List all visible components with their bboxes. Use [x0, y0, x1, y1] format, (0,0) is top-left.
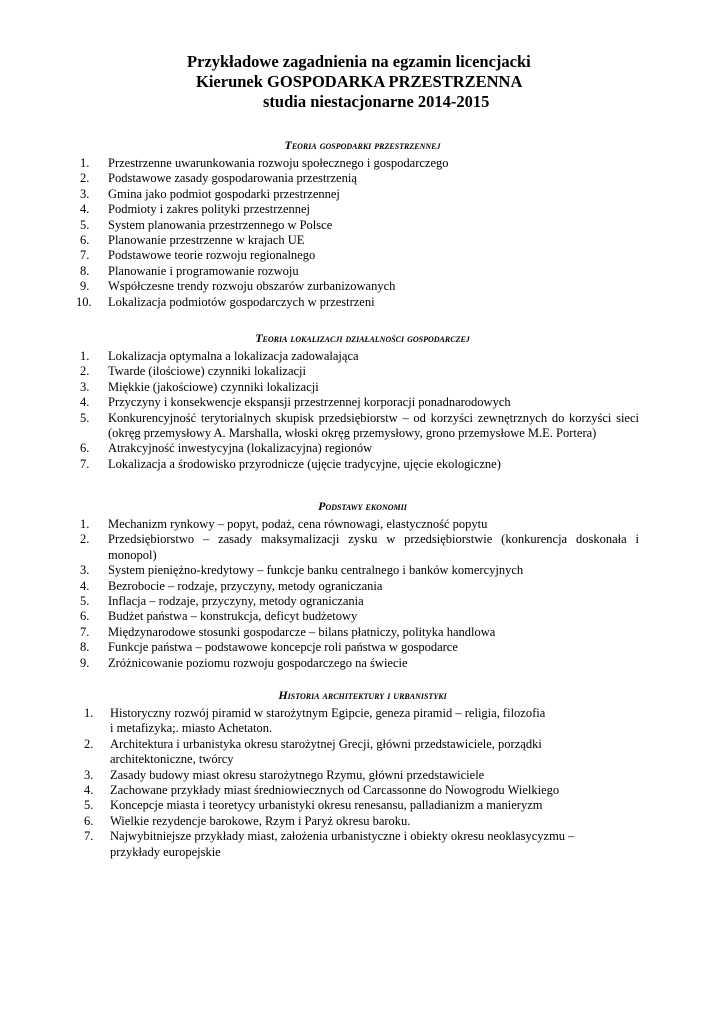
item-number: 6. [80, 441, 90, 456]
item-number: 10. [76, 294, 92, 309]
item-number: 4. [84, 783, 94, 798]
item-text: Przedsiębiorstwo – zasady maksymalizacji zysku w przedsiębiorstwie (konkurencja doskonała i monopol) [108, 532, 639, 562]
item-number: 6. [80, 609, 90, 624]
item-text: Miękkie (jakościowe) czynniki lokalizacji [108, 379, 319, 394]
list-item [0, 218, 725, 233]
title-line-2: Kierunek GOSPODARKA PRZESTRZENNA [196, 72, 523, 91]
item-text: System planowania przestrzennego w Polsce [108, 217, 333, 232]
item-number: 1. [80, 517, 90, 531]
item-number: 2. [80, 364, 90, 379]
item-number: 6. [84, 813, 94, 828]
list-item [0, 264, 725, 279]
section-heading: Teoria lokalizacji działalności gospodarczej [255, 331, 470, 345]
list-item [0, 380, 725, 395]
list-item [0, 798, 725, 813]
item-text-line: Zasady budowy miast okresu starożytnego Rzymu, główni przedstawiciele [110, 767, 485, 782]
item-text: Twarde (ilościowe) czynniki lokalizacji [108, 364, 307, 379]
section-historia-architektury [0, 688, 725, 860]
list-item [0, 706, 725, 737]
item-number: 7. [80, 624, 90, 639]
item-number: 6. [80, 233, 90, 248]
item-text: Atrakcyjność inwestycyjna (lokalizacyjna) regionów [108, 441, 373, 456]
item-number: 9. [80, 279, 90, 294]
item-text: Lokalizacja a środowisko przyrodnicze (ujęcie tradycyjne, ujęcie ekologiczne) [108, 456, 501, 471]
list-item [0, 411, 725, 442]
item-text: System pieniężno-kredytowy – funkcje banku centralnego i banków komercyjnych [108, 563, 524, 578]
list-item [0, 364, 725, 379]
list-item [0, 202, 725, 217]
item-text: Międzynarodowe stosunki gospodarcze – bilans płatniczy, polityka handlowa [108, 624, 496, 639]
section-podstawy-ekonomii [0, 499, 725, 671]
item-text: Planowanie przestrzenne w krajach UE [108, 233, 305, 248]
list-item [0, 609, 725, 624]
item-text: Mechanizm rynkowy – popyt, podaż, cena równowagi, elastyczność popytu [108, 517, 488, 531]
item-number: 3. [80, 379, 90, 394]
item-text: Gmina jako podmiot gospodarki przestrzennej [108, 186, 340, 201]
list-item [0, 295, 725, 310]
item-number: 1. [80, 349, 90, 363]
item-number: 4. [80, 578, 90, 593]
title-line-3: studia niestacjonarne 2014-2015 [263, 92, 490, 111]
title-line-1: Przykładowe zagadnienia na egzamin licencjacki [187, 52, 531, 71]
item-number: 3. [80, 186, 90, 201]
item-text-line: architektoniczne, twórcy [110, 752, 234, 767]
item-text: Lokalizacja optymalna a lokalizacja zadowalająca [108, 349, 359, 363]
item-number: 3. [80, 563, 90, 578]
section-heading: Podstawy ekonomii [318, 499, 407, 513]
list-item [0, 395, 725, 410]
list-item [0, 563, 725, 578]
section-teoria-gospodarki [0, 138, 725, 310]
topic-list [0, 706, 725, 860]
list-item [0, 441, 725, 456]
item-text-line: Wielkie rezydencje barokowe, Rzym i Paryż okresu baroku. [110, 813, 411, 828]
item-text: Funkcje państwa – podstawowe koncepcje roli państwa w gospodarce [108, 640, 458, 655]
list-item [0, 783, 725, 798]
item-text-line: i metafizyka;. miasto Achetaton. [110, 721, 273, 736]
item-text: Budżet państwa – konstrukcja, deficyt budżetowy [108, 609, 358, 624]
item-text: Podmioty i zakres polityki przestrzennej [108, 202, 311, 217]
list-item [0, 579, 725, 594]
item-text: Planowanie i programowanie rozwoju [108, 263, 299, 278]
list-item [0, 248, 725, 263]
item-number: 8. [80, 640, 90, 655]
topic-list [0, 156, 725, 310]
item-number: 2. [80, 171, 90, 186]
document-title [0, 52, 725, 112]
list-item [0, 829, 725, 860]
list-item [0, 517, 725, 532]
item-number: 9. [80, 655, 90, 670]
item-number: 7. [84, 829, 94, 844]
item-number: 4. [80, 202, 90, 217]
topic-list [0, 349, 725, 472]
list-item [0, 594, 725, 609]
item-text: Podstawowe teorie rozwoju regionalnego [108, 248, 316, 263]
item-number: 5. [80, 594, 90, 609]
item-number: 4. [80, 395, 90, 410]
item-number: 1. [84, 706, 94, 720]
list-item [0, 156, 725, 171]
list-item [0, 656, 725, 671]
topic-list [0, 517, 725, 671]
list-item [0, 768, 725, 783]
section-heading: Teoria gospodarki przestrzennej [284, 138, 441, 152]
item-text: Zróżnicowanie poziomu rozwoju gospodarczego na świecie [108, 655, 408, 670]
item-text: Przestrzenne uwarunkowania rozwoju społecznego i gospodarczego [108, 156, 449, 170]
item-number: 1. [80, 156, 90, 170]
list-item [0, 457, 725, 472]
list-item [0, 233, 725, 248]
item-number: 5. [84, 798, 94, 813]
item-number: 8. [80, 263, 90, 278]
item-text: Podstawowe zasady gospodarowania przestrzenią [108, 171, 357, 186]
list-item [0, 532, 725, 563]
section-heading: Historia architektury i urbanistyki [278, 688, 447, 702]
item-number: 3. [84, 767, 94, 782]
list-item [0, 187, 725, 202]
item-text-line: Architektura i urbanistyka okresu starożytnej Grecji, główni przedstawiciele, porządki [110, 736, 542, 751]
list-item [0, 171, 725, 186]
list-item [0, 349, 725, 364]
item-text: Bezrobocie – rodzaje, przyczyny, metody ograniczania [108, 578, 383, 593]
item-text: Inflacja – rodzaje, przyczyny, metody ograniczania [108, 594, 364, 609]
item-text-line: Zachowane przykłady miast średniowiecznych od Carcassonne do Nowogrodu Wielkiego [110, 783, 560, 798]
item-text-line: Najwybitniejsze przykłady miast, założenia urbanistyczne i obiekty okresu neoklasycyzmu – [110, 829, 575, 844]
list-item [0, 640, 725, 655]
item-text-line: przykłady europejskie [110, 844, 221, 859]
list-item [0, 814, 725, 829]
item-text-line: Koncepcje miasta i teoretycy urbanistyki okresu renesansu, palladianizm a manieryzm [110, 798, 543, 813]
item-number: 5. [80, 410, 90, 425]
item-text: Lokalizacja podmiotów gospodarczych w przestrzeni [108, 294, 375, 309]
item-text-line: Historyczny rozwój piramid w starożytnym Egipcie, geneza piramid – religia, filozofia [110, 706, 546, 720]
section-teoria-lokalizacji [0, 331, 725, 472]
list-item [0, 737, 725, 768]
item-number: 7. [80, 248, 90, 263]
item-number: 2. [80, 532, 90, 547]
item-text: Konkurencyjność terytorialnych skupisk przedsiębiorstw – od korzyści zewnętrznych do korzyści sieci (okręg przemysłowy A. Marshalla, włoski okręg przemysłowy, grono przemysłowe M.E. Portera) [108, 410, 639, 441]
item-number: 5. [80, 217, 90, 232]
item-number: 7. [80, 456, 90, 471]
list-item [0, 625, 725, 640]
item-text: Przyczyny i konsekwencje ekspansji przestrzennej korporacji ponadnarodowych [108, 395, 511, 410]
list-item [0, 279, 725, 294]
item-text: Współczesne trendy rozwoju obszarów zurbanizowanych [108, 279, 396, 294]
item-number: 2. [84, 736, 94, 751]
